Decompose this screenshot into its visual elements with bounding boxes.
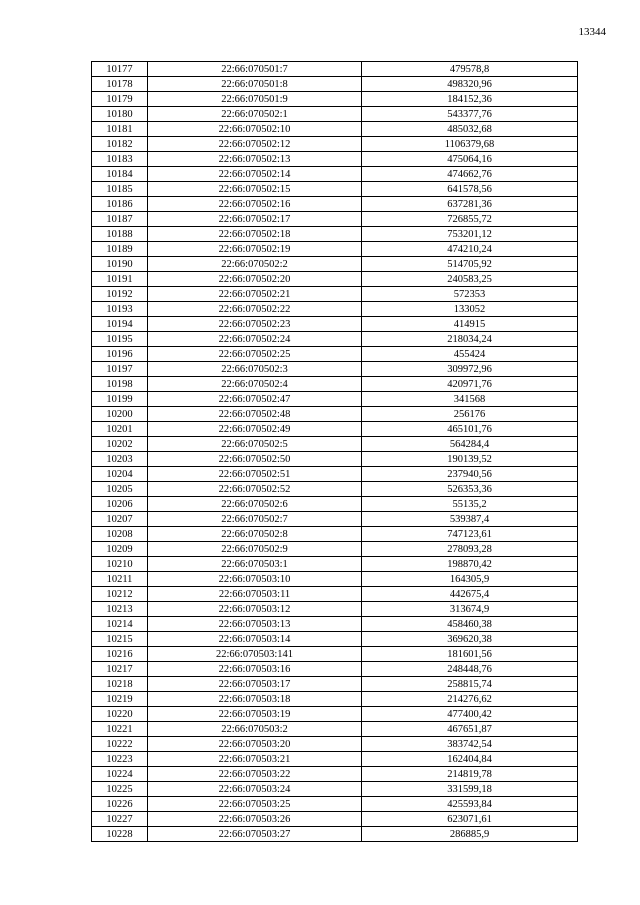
cadastral-number-cell: 22:66:070502:9: [148, 542, 362, 557]
row-number-cell: 10203: [92, 452, 148, 467]
table-row: [92, 647, 578, 662]
row-number-cell: 10212: [92, 587, 148, 602]
cadastral-number-cell: 22:66:070502:18: [148, 227, 362, 242]
value-cell: 479578,8: [362, 62, 578, 77]
row-number-cell: 10205: [92, 482, 148, 497]
table-row: [92, 557, 578, 572]
value-cell: 539387,4: [362, 512, 578, 527]
row-number-cell: 10217: [92, 662, 148, 677]
value-cell: 198870,42: [362, 557, 578, 572]
value-cell: 309972,96: [362, 362, 578, 377]
table-row: [92, 527, 578, 542]
row-number-cell: 10200: [92, 407, 148, 422]
value-cell: 162404,84: [362, 752, 578, 767]
row-number-cell: 10218: [92, 677, 148, 692]
row-number-cell: 10188: [92, 227, 148, 242]
table-row: [92, 197, 578, 212]
value-cell: 240583,25: [362, 272, 578, 287]
table-row: [92, 332, 578, 347]
row-number-cell: 10178: [92, 77, 148, 92]
cadastral-number-cell: 22:66:070502:48: [148, 407, 362, 422]
table-row: [92, 602, 578, 617]
value-cell: 248448,76: [362, 662, 578, 677]
row-number-cell: 10228: [92, 827, 148, 842]
row-number-cell: 10185: [92, 182, 148, 197]
row-number-cell: 10177: [92, 62, 148, 77]
cadastral-number-cell: 22:66:070503:26: [148, 812, 362, 827]
cadastral-number-cell: 22:66:070502:6: [148, 497, 362, 512]
row-number-cell: 10213: [92, 602, 148, 617]
table-body: [92, 62, 578, 842]
row-number-cell: 10195: [92, 332, 148, 347]
row-number-cell: 10223: [92, 752, 148, 767]
table-row: [92, 692, 578, 707]
row-number-cell: 10207: [92, 512, 148, 527]
table-row: [92, 362, 578, 377]
table-row: [92, 152, 578, 167]
value-cell: 214819,78: [362, 767, 578, 782]
row-number-cell: 10192: [92, 287, 148, 302]
table-row: [92, 617, 578, 632]
table-row: [92, 662, 578, 677]
value-cell: 425593,84: [362, 797, 578, 812]
cadastral-number-cell: 22:66:070502:8: [148, 527, 362, 542]
cadastral-number-cell: 22:66:070502:10: [148, 122, 362, 137]
table-row: [92, 392, 578, 407]
value-cell: 498320,96: [362, 77, 578, 92]
cadastral-number-cell: 22:66:070503:18: [148, 692, 362, 707]
table-row: [92, 797, 578, 812]
table-row: [92, 287, 578, 302]
table-row: [92, 347, 578, 362]
value-cell: 455424: [362, 347, 578, 362]
table-row: [92, 377, 578, 392]
table-row: [92, 107, 578, 122]
cadastral-number-cell: 22:66:070503:27: [148, 827, 362, 842]
table-row: [92, 302, 578, 317]
cadastral-number-cell: 22:66:070502:47: [148, 392, 362, 407]
row-number-cell: 10194: [92, 317, 148, 332]
value-cell: 543377,76: [362, 107, 578, 122]
row-number-cell: 10219: [92, 692, 148, 707]
row-number-cell: 10199: [92, 392, 148, 407]
table-row: [92, 167, 578, 182]
row-number-cell: 10209: [92, 542, 148, 557]
table-row: [92, 572, 578, 587]
row-number-cell: 10191: [92, 272, 148, 287]
value-cell: 753201,12: [362, 227, 578, 242]
cadastral-number-cell: 22:66:070502:15: [148, 182, 362, 197]
value-cell: 256176: [362, 407, 578, 422]
value-cell: 442675,4: [362, 587, 578, 602]
cadastral-number-cell: 22:66:070502:49: [148, 422, 362, 437]
cadastral-number-cell: 22:66:070502:16: [148, 197, 362, 212]
cadastral-number-cell: 22:66:070501:8: [148, 77, 362, 92]
row-number-cell: 10224: [92, 767, 148, 782]
value-cell: 477400,42: [362, 707, 578, 722]
table-row: [92, 482, 578, 497]
row-number-cell: 10189: [92, 242, 148, 257]
table-row: [92, 827, 578, 842]
table-row: [92, 767, 578, 782]
row-number-cell: 10186: [92, 197, 148, 212]
row-number-cell: 10183: [92, 152, 148, 167]
value-cell: 55135,2: [362, 497, 578, 512]
row-number-cell: 10190: [92, 257, 148, 272]
value-cell: 641578,56: [362, 182, 578, 197]
value-cell: 526353,36: [362, 482, 578, 497]
table-row: [92, 782, 578, 797]
row-number-cell: 10201: [92, 422, 148, 437]
table-row: [92, 587, 578, 602]
cadastral-number-cell: 22:66:070503:13: [148, 617, 362, 632]
page-number: 13344: [578, 26, 606, 38]
table-row: [92, 272, 578, 287]
cadastral-number-cell: 22:66:070503:2: [148, 722, 362, 737]
cadastral-number-cell: 22:66:070502:52: [148, 482, 362, 497]
cadastral-number-cell: 22:66:070503:10: [148, 572, 362, 587]
table-row: [92, 677, 578, 692]
value-cell: 133052: [362, 302, 578, 317]
table-row: [92, 77, 578, 92]
row-number-cell: 10206: [92, 497, 148, 512]
row-number-cell: 10196: [92, 347, 148, 362]
value-cell: 218034,24: [362, 332, 578, 347]
value-cell: 637281,36: [362, 197, 578, 212]
value-cell: 1106379,68: [362, 137, 578, 152]
cadastral-number-cell: 22:66:070503:11: [148, 587, 362, 602]
cadastral-number-cell: 22:66:070502:5: [148, 437, 362, 452]
row-number-cell: 10227: [92, 812, 148, 827]
cadastral-number-cell: 22:66:070502:7: [148, 512, 362, 527]
value-cell: 313674,9: [362, 602, 578, 617]
row-number-cell: 10180: [92, 107, 148, 122]
table-row: [92, 812, 578, 827]
table-row: [92, 512, 578, 527]
table-row: [92, 467, 578, 482]
table-row: [92, 752, 578, 767]
row-number-cell: 10225: [92, 782, 148, 797]
table-row: [92, 122, 578, 137]
table-row: [92, 407, 578, 422]
value-cell: 572353: [362, 287, 578, 302]
cadastral-number-cell: 22:66:070502:4: [148, 377, 362, 392]
table-row: [92, 137, 578, 152]
cadastral-number-cell: 22:66:070503:14: [148, 632, 362, 647]
row-number-cell: 10193: [92, 302, 148, 317]
cadastral-number-cell: 22:66:070503:16: [148, 662, 362, 677]
cadastral-number-cell: 22:66:070502:2: [148, 257, 362, 272]
cadastral-number-cell: 22:66:070502:12: [148, 137, 362, 152]
row-number-cell: 10221: [92, 722, 148, 737]
value-cell: 623071,61: [362, 812, 578, 827]
value-cell: 514705,92: [362, 257, 578, 272]
cadastral-number-cell: 22:66:070502:25: [148, 347, 362, 362]
cadastral-number-cell: 22:66:070503:141: [148, 647, 362, 662]
cadastral-number-cell: 22:66:070502:14: [148, 167, 362, 182]
cadastral-number-cell: 22:66:070503:12: [148, 602, 362, 617]
value-cell: 214276,62: [362, 692, 578, 707]
value-cell: 474662,76: [362, 167, 578, 182]
table-row: [92, 542, 578, 557]
value-cell: 164305,9: [362, 572, 578, 587]
cadastral-number-cell: 22:66:070502:50: [148, 452, 362, 467]
row-number-cell: 10226: [92, 797, 148, 812]
value-cell: 465101,76: [362, 422, 578, 437]
cadastral-number-cell: 22:66:070502:13: [148, 152, 362, 167]
table-row: [92, 422, 578, 437]
value-cell: 420971,76: [362, 377, 578, 392]
row-number-cell: 10204: [92, 467, 148, 482]
cadastral-number-cell: 22:66:070503:19: [148, 707, 362, 722]
table-row: [92, 317, 578, 332]
table-row: [92, 707, 578, 722]
row-number-cell: 10215: [92, 632, 148, 647]
value-cell: 258815,74: [362, 677, 578, 692]
row-number-cell: 10214: [92, 617, 148, 632]
cadastral-number-cell: 22:66:070502:3: [148, 362, 362, 377]
value-cell: 458460,38: [362, 617, 578, 632]
table-row: [92, 452, 578, 467]
value-cell: 181601,56: [362, 647, 578, 662]
cadastral-number-cell: 22:66:070502:24: [148, 332, 362, 347]
table-row: [92, 62, 578, 77]
table-row: [92, 497, 578, 512]
row-number-cell: 10187: [92, 212, 148, 227]
table-row: [92, 632, 578, 647]
cadastral-number-cell: 22:66:070502:17: [148, 212, 362, 227]
cadastral-number-cell: 22:66:070503:20: [148, 737, 362, 752]
row-number-cell: 10197: [92, 362, 148, 377]
row-number-cell: 10181: [92, 122, 148, 137]
table-row: [92, 437, 578, 452]
cadastral-number-cell: 22:66:070502:22: [148, 302, 362, 317]
row-number-cell: 10202: [92, 437, 148, 452]
value-cell: 369620,38: [362, 632, 578, 647]
value-cell: 726855,72: [362, 212, 578, 227]
table-row: [92, 722, 578, 737]
value-cell: 278093,28: [362, 542, 578, 557]
table-row: [92, 242, 578, 257]
value-cell: 474210,24: [362, 242, 578, 257]
value-cell: 184152,36: [362, 92, 578, 107]
value-cell: 190139,52: [362, 452, 578, 467]
cadastral-number-cell: 22:66:070501:9: [148, 92, 362, 107]
cadastral-number-cell: 22:66:070501:7: [148, 62, 362, 77]
row-number-cell: 10210: [92, 557, 148, 572]
cadastral-number-cell: 22:66:070502:1: [148, 107, 362, 122]
cadastral-number-cell: 22:66:070502:20: [148, 272, 362, 287]
row-number-cell: 10220: [92, 707, 148, 722]
table-row: [92, 257, 578, 272]
value-cell: 286885,9: [362, 827, 578, 842]
value-cell: 383742,54: [362, 737, 578, 752]
value-cell: 485032,68: [362, 122, 578, 137]
row-number-cell: 10182: [92, 137, 148, 152]
value-cell: 331599,18: [362, 782, 578, 797]
cadastral-number-cell: 22:66:070503:17: [148, 677, 362, 692]
table-row: [92, 212, 578, 227]
value-cell: 467651,87: [362, 722, 578, 737]
row-number-cell: 10184: [92, 167, 148, 182]
value-cell: 341568: [362, 392, 578, 407]
value-cell: 564284,4: [362, 437, 578, 452]
table-row: [92, 737, 578, 752]
cadastral-number-cell: 22:66:070502:19: [148, 242, 362, 257]
value-cell: 414915: [362, 317, 578, 332]
table-row: [92, 227, 578, 242]
cadastral-number-cell: 22:66:070503:24: [148, 782, 362, 797]
value-cell: 475064,16: [362, 152, 578, 167]
cadastral-number-cell: 22:66:070503:25: [148, 797, 362, 812]
cadastral-number-cell: 22:66:070503:21: [148, 752, 362, 767]
value-cell: 747123,61: [362, 527, 578, 542]
cadastral-number-cell: 22:66:070502:21: [148, 287, 362, 302]
data-table: [91, 61, 578, 842]
row-number-cell: 10222: [92, 737, 148, 752]
row-number-cell: 10198: [92, 377, 148, 392]
row-number-cell: 10179: [92, 92, 148, 107]
cadastral-number-cell: 22:66:070502:51: [148, 467, 362, 482]
row-number-cell: 10208: [92, 527, 148, 542]
value-cell: 237940,56: [362, 467, 578, 482]
table-row: [92, 182, 578, 197]
row-number-cell: 10216: [92, 647, 148, 662]
table-row: [92, 92, 578, 107]
cadastral-number-cell: 22:66:070503:22: [148, 767, 362, 782]
row-number-cell: 10211: [92, 572, 148, 587]
cadastral-number-cell: 22:66:070503:1: [148, 557, 362, 572]
cadastral-number-cell: 22:66:070502:23: [148, 317, 362, 332]
